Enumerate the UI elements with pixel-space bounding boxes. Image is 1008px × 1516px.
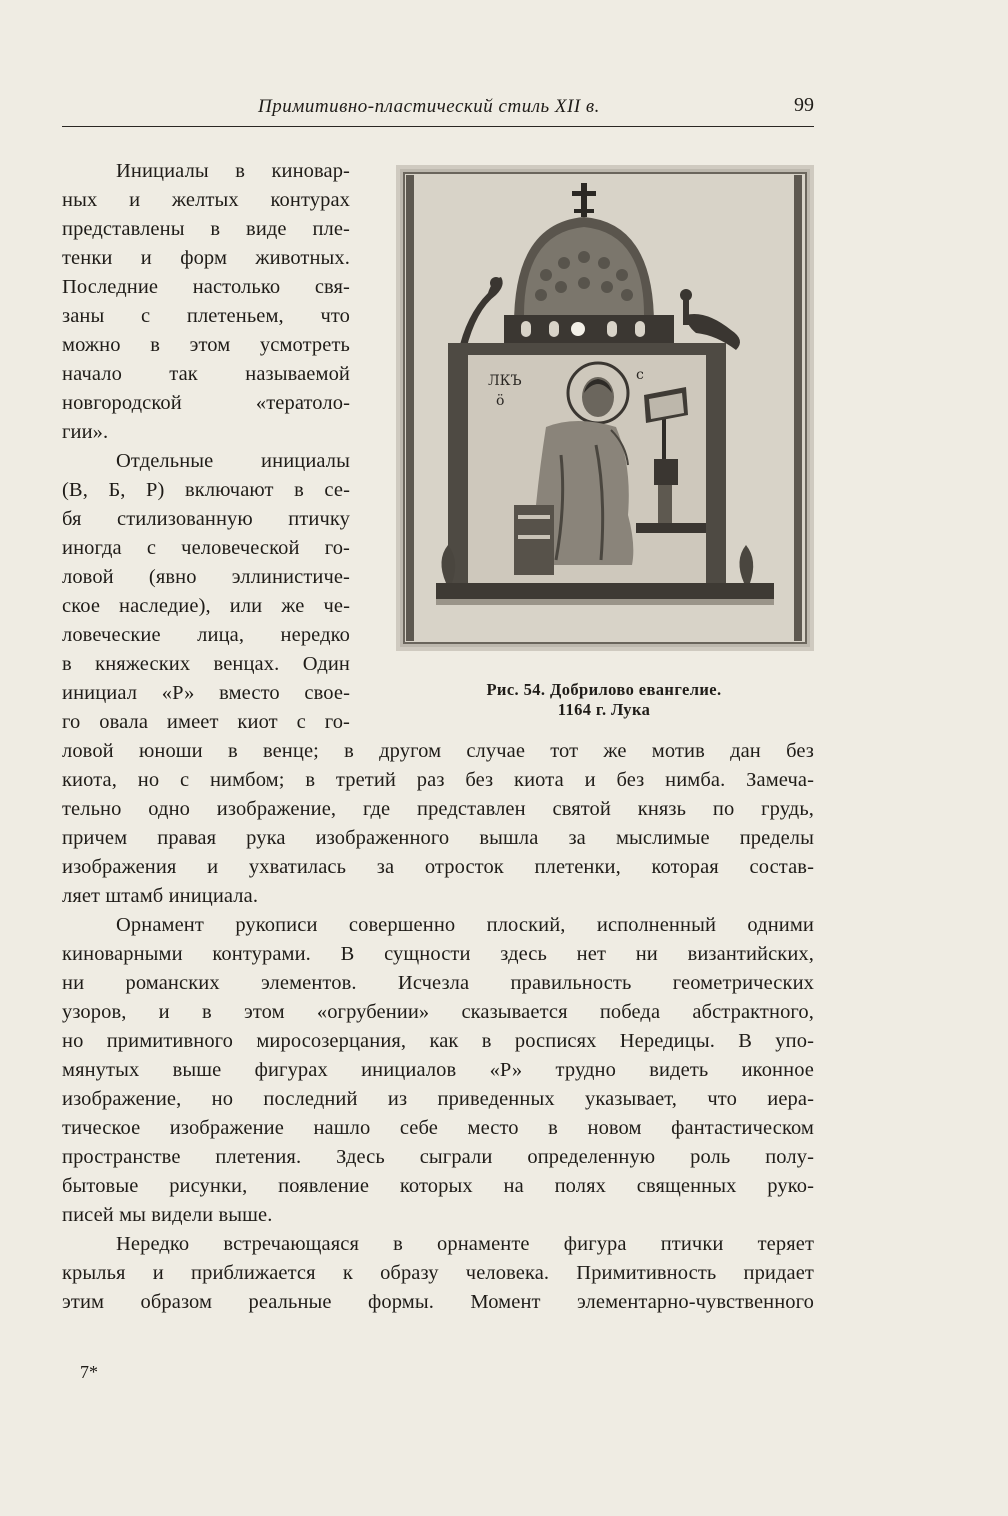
paragraph-1 [62,157,350,447]
running-header [62,94,814,127]
text-line: инициал «Р» вместо свое- [62,682,350,704]
text-line: новгородской «тератоло- [62,392,350,414]
text-line: тическое изображение нашло себе место в новом фантастическом [62,1117,814,1139]
text-line: мянутых выше фигурах инициалов «Р» трудно видеть иконное [62,1059,814,1081]
text-line: ни романских элементов. Исчезла правильность геометрических [62,972,814,994]
caption-line-1: Рис. 54. Добрилово евангелие. [486,680,722,699]
text-line: тенки и форм животных. [62,247,350,269]
body-text [62,157,814,1317]
text-line: можно в этом усмотреть [62,334,350,356]
text-line: ское наследие), или же че- [62,595,350,617]
text-line: но примитивного миросозерцания, как в росписях Нередицы. В упо- [62,1030,814,1052]
caption-line-2: 1164 г. Лука [557,700,651,719]
running-title: Примитивно-пластический стиль XII в. [258,96,600,117]
text-line: ляет штамб инициала. [62,885,259,907]
text-line: иногда с человеческой го- [62,537,350,559]
paragraph-2-full [62,737,814,911]
text-line: причем правая рука изображенного вышла за мыслимые пределы [62,827,814,849]
text-line: изображения и ухватилась за отросток плетенки, которая состав- [62,856,814,878]
text-line: Орнамент рукописи совершенно плоский, исполненный одними [116,914,814,936]
text-line: тельно одно изображение, где представлен святой князь по грудь, [62,798,814,820]
text-line: Отдельные инициалы [116,450,350,472]
text-line: писей мы видели выше. [62,1204,273,1226]
text-line: Нередко встречающаяся в орнаменте фигура птички теряет [116,1233,814,1255]
inscription-left2: ӧ [496,393,505,409]
text-line: гии». [62,421,109,443]
text-line: в княжеских венцах. Один [62,653,350,675]
text-line: бытовые рисунки, появление которых на полях священных руко- [62,1175,814,1197]
text-line: бя стилизованную птичку [62,508,350,530]
text-line: ловеческие лица, нередко [62,624,350,646]
inscription-left: ЛКЪ [488,373,522,389]
text-line: ловой (явно эллинистиче- [62,566,350,588]
text-line: ловой юноши в венце; в другом случае тот же мотив дан без [62,740,814,762]
signature-mark: 7* [80,1362,98,1382]
text-line: крылья и приближается к образу человека. Примитивность придает [62,1262,814,1284]
text-line: пространстве плетения. Здесь сыграли определенную роль полу- [62,1146,814,1168]
paragraph-3 [62,911,814,1230]
text-line: Последние настолько свя- [62,276,350,298]
text-line: изображение, но последний из приведенных указывает, что иера- [62,1088,814,1110]
paragraph-4 [62,1230,814,1317]
inscription-right: с [636,367,644,383]
text-line: го овала имеет киот с го- [62,711,350,733]
text-line: заны с плетеньем, что [62,305,350,327]
text-line: ных и желтых контурах [62,189,350,211]
paragraph-2-narrow [62,447,350,737]
text-line: (В, Б, Р) включают в се- [62,479,350,501]
text-line: Инициалы в киновар- [116,160,350,182]
text-line: киота, но с нимбом; в третий раз без киота и без нимба. Замеча- [62,769,814,791]
text-line: этим образом реальные формы. Момент элементарно-чувственного [62,1291,814,1313]
page-number: 99 [794,94,814,116]
text-line: узоров, и в этом «огрубении» сказывается победа абстрактного, [62,1001,814,1023]
text-line: киноварными контурами. В сущности здесь нет ни византийских, [62,943,814,965]
text-line: представлены в виде пле- [62,218,350,240]
text-line: начало так называемой [62,363,350,385]
